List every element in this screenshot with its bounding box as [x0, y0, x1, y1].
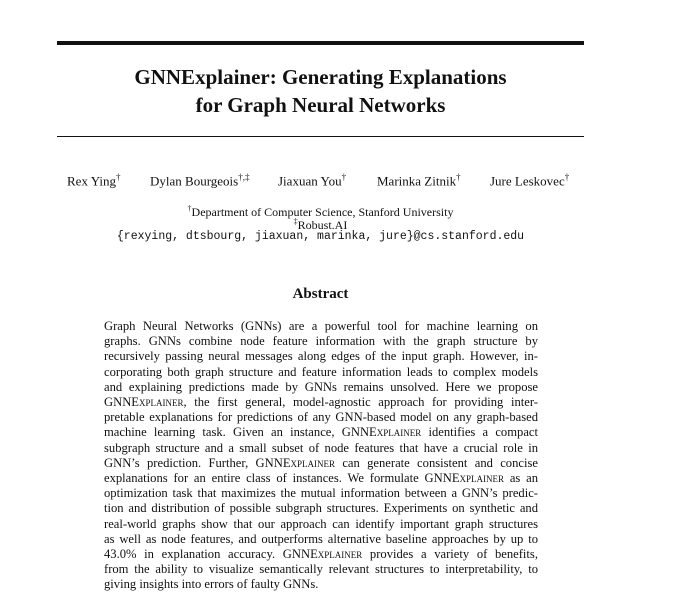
- abstract-line: graphs. GNNs combine node feature information with the graph structure by: [104, 334, 538, 349]
- affiliation-text: Robust.AI: [297, 218, 348, 232]
- abstract-line: 43.0% in explanation accuracy. GNNExplainer provides a variety of benefits,: [104, 547, 538, 562]
- author: [150, 172, 249, 189]
- author: [377, 172, 461, 189]
- author-list: [0, 172, 685, 192]
- author-affiliation-mark: †,‡: [238, 172, 250, 182]
- abstract-line: corporating both graph structure and feature information leads to complex models: [104, 364, 538, 379]
- abstract-line: recursively passing neural messages along edges of the input graph. However, in-: [104, 349, 538, 364]
- author-name: Dylan Bourgeois: [150, 173, 239, 189]
- abstract-line: and explaining predictions made by GNNs remains unsolved. Here we propose: [104, 379, 538, 394]
- abstract-heading: Abstract: [292, 286, 349, 302]
- abstract-line: real-world graphs show that our approach can identify important graph structures: [104, 516, 538, 531]
- author-affiliation-mark: †: [456, 172, 461, 182]
- author-affiliation-mark: †: [341, 172, 347, 182]
- abstract-line: pretable explanations for predictions of any GNN-based model on any graph-based: [104, 410, 538, 425]
- abstract-body: [104, 319, 538, 593]
- abstract-line: tion and distribution of possible subgraph structures. Experiments on synthetic and: [104, 501, 538, 516]
- abstract-line: Graph Neural Networks (GNNs) are a powerful tool for machine learning on: [104, 319, 538, 333]
- abstract-line: as well as node features, and outperforms alternative baseline approaches by up to: [104, 531, 538, 546]
- abstract-line: subgraph structure and a small subset of node features that have a crucial role in: [104, 440, 538, 455]
- author-name: Jiaxuan You: [278, 173, 342, 189]
- author-name: Rex Ying: [67, 173, 116, 189]
- author-name: Jure Leskovec: [490, 173, 565, 189]
- author-name: Marinka Zitnik: [377, 173, 457, 189]
- abstract-line: GNN’s prediction. Further, GNNExplainer can generate consistent and concise: [104, 455, 538, 470]
- abstract-line: from the ability to visualize semantically relevant structures to interpretability, to: [104, 562, 538, 577]
- author-affiliation-mark: †: [116, 172, 121, 182]
- abstract-line: machine learning task. Given an instance, GNNExplainer identifies a compact: [104, 425, 538, 440]
- author-emails: {rexying, dtsbourg, jiaxuan, marinka, jure}@cs.stanford.edu: [116, 230, 525, 243]
- abstract-line: giving insights into errors of faulty GNNs.: [104, 577, 319, 592]
- author-affiliation-mark: †: [564, 172, 570, 182]
- paper-title: [57, 63, 584, 119]
- abstract-line: explanations for an entire class of instances. We formulate GNNExplainer as an: [104, 471, 539, 486]
- author: [278, 172, 346, 189]
- title-line-1: GNNExplainer: Generating Explanations: [134, 65, 507, 89]
- abstract-line: optimization task that maximizes the mutual information between a GNN’s predic-: [104, 486, 538, 501]
- abstract-line: GNNExplainer, the first general, model-agnostic approach for providing inter-: [104, 395, 538, 410]
- author: [67, 172, 121, 189]
- top-rule: [57, 41, 584, 45]
- affiliation-text: Department of Computer Science, Stanford University: [191, 205, 454, 219]
- title-line-2: for Graph Neural Networks: [195, 93, 446, 117]
- author: [490, 172, 569, 189]
- title-bottom-rule: [57, 136, 584, 137]
- affiliation-mark: †: [187, 204, 192, 213]
- affiliation-mark: ‡: [293, 217, 298, 226]
